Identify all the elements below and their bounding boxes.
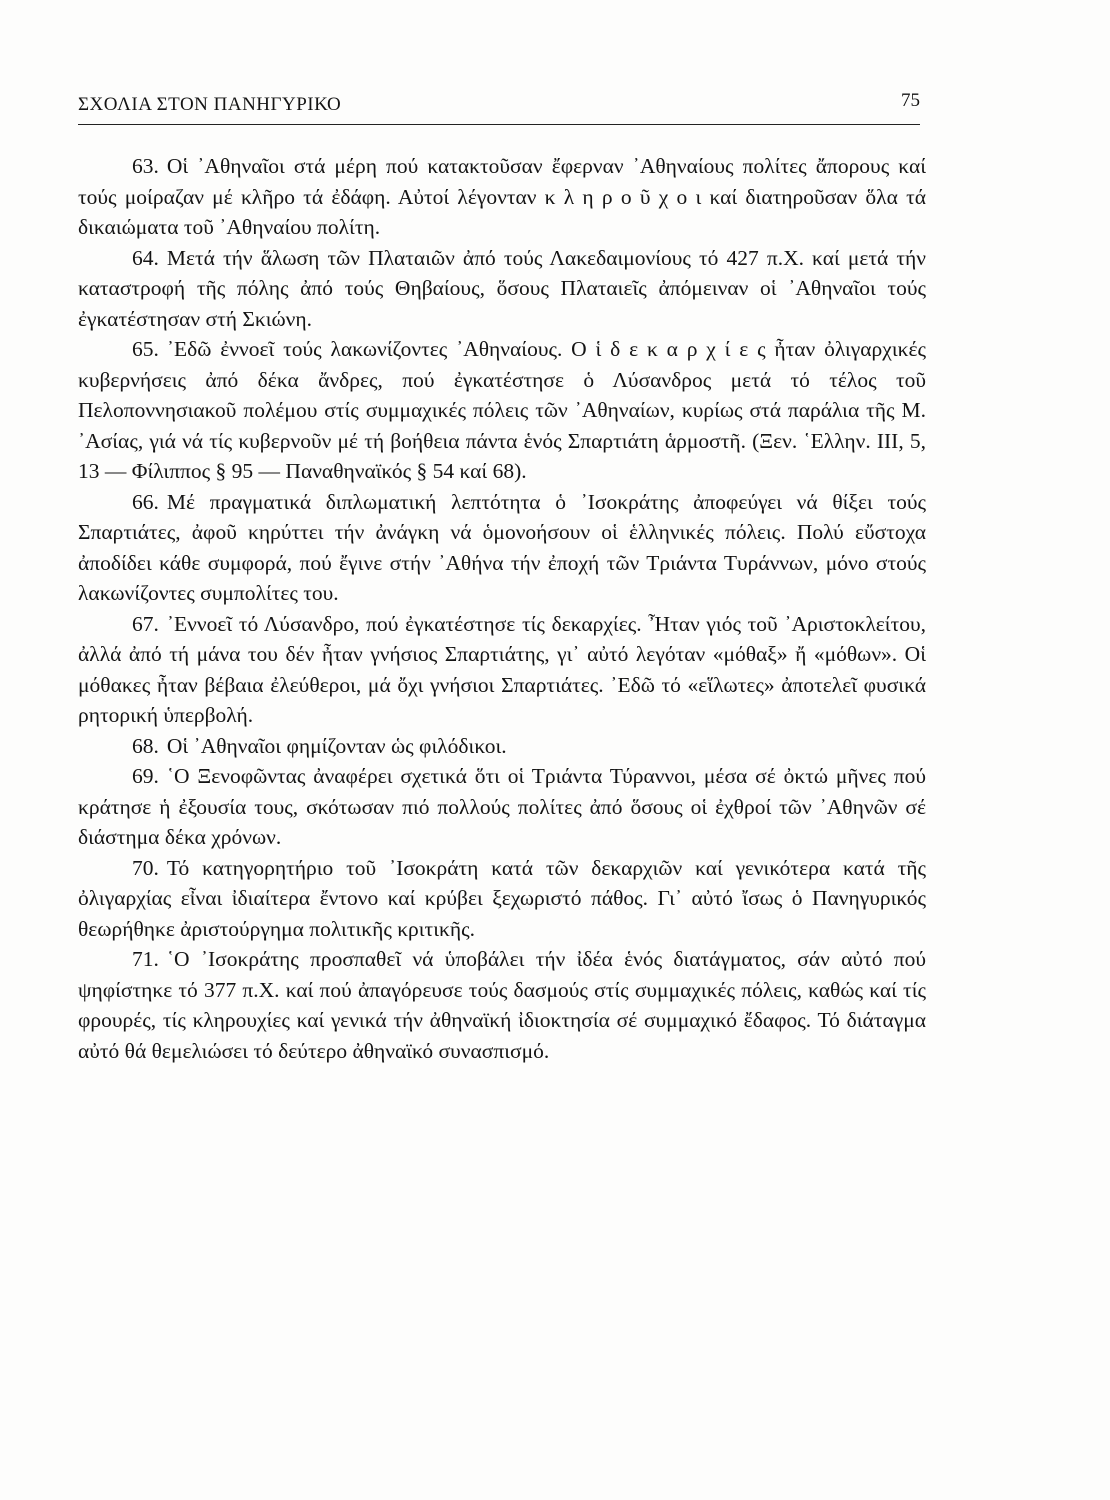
note-63 [78,151,926,243]
note-number: 71. [132,947,159,971]
note-70 [78,853,926,945]
running-header [78,90,920,122]
note-text: Τό κατηγορητήριο τοῦ ᾿Ισοκράτη κατά τῶν δεκαρχιῶν καί γενικότερα κατά τῆς ὀλιγαρχίας εἶναι ἰδιαίτερα ἔντονο καί κρύβει ξεχωριστό πάθος. Γι᾿ αὐτό ἴσως ὁ Πανηγυρικός θεωρήθηκε ἀριστούργημα πολιτικῆς κριτικῆς. [78,855,926,941]
note-text: Μέ πραγματικά διπλωματική λεπτότητα ὁ ᾿Ισοκράτης ἀποφεύγει νά θίξει τούς Σπαρτιάτες, ἀφοῦ κηρύττει τήν ἀνάγκη νά ὁμονοήσουν οἱ ἑλληνικές πόλεις. Πολύ εὔστοχα ἀποδίδει κάθε συμφορά, πού ἔγινε στήν ᾿Αθήνα τήν ἐποχή τῶν Τριάντα Τυράννων, μόνο στούς λακωνίζοντες συμπολίτες του. [78,489,926,605]
note-number: 66. [132,489,159,514]
note-68 [78,731,926,762]
note-65 [78,334,926,487]
note-text: Οἱ ᾿Αθηναῖοι φημίζονταν ὡς φιλόδικοι. [166,733,507,758]
note-number: 69. [132,764,159,788]
notes-body [78,151,926,1066]
note-text: ῾Ο ᾿Ισοκράτης προσπαθεῖ νά ὑποβάλει τήν ἰδέα ἑνός διατάγματος, σάν αὐτό πού ψηφίστηκε τό 377 π.Χ. καί πού ἀπαγόρευσε τούς δασμούς στίς συμμαχικές πόλεις, καθώς καί τίς φρουρές, τίς κληρουχίες καί γενικά τήν ἀθηναϊκή ἰδιοκτησία σέ συμμαχικό ἔδαφος. Τό διάταγμα αὐτό θά θεμελιώσει τό δεύτερο ἀθηναϊκό συνασπισμό. [78,947,926,1063]
note-69 [78,761,926,853]
note-text: ᾿Εδῶ ἐννοεῖ τούς λακωνίζοντες ᾿Αθηναίους. Ο ἱ δ ε κ α ρ χ ί ε ς ἦταν ὀλιγαρχικές κυβερνήσεις ἀπό δέκα ἄνδρες, πού ἐγκατέστησε ὁ Λύσανδρος μετά τό τέλος τοῦ Πελοποννησιακοῦ πολέμου στίς συμμαχικές πόλεις τῶν ᾿Αθηναίων, κυρίως στά παράλια τῆς Μ. ᾿Ασίας, γιά νά τίς κυβερνοῦν μέ τή βοήθεια πάντα ἑνός Σπαρτιάτη ἁρμοστῆ. (Ξεν. ῾Ελλην. ΙΙΙ, 5, 13 — Φίλιππος § 95 — Παναθηναϊκός § 54 καί 68). [78,337,926,483]
note-64 [78,243,926,335]
header-title: ΣΧΟΛΙΑ ΣΤΟΝ ΠΑΝΗΓΥΡΙΚΟ [78,94,342,115]
note-number: 65. [132,337,159,361]
note-number: 70. [132,855,159,880]
note-number: 68. [132,733,159,758]
note-text: ᾿Εννοεῖ τό Λύσανδρο, πού ἐγκατέστησε τίς δεκαρχίες. Ἦταν γιός τοῦ ᾿Αριστοκλείτου, ἀλλά ἀπό τή μάνα του δέν ἦταν γνήσιος Σπαρτιάτης, γι᾿ αὐτό λεγόταν «μόθαξ» ἤ «μόθων». Οἱ μόθακες ἦταν βέβαια ἐλεύθεροι, μά ὄχι γνήσιοι Σπαρτιάτες. ᾿Εδῶ τό «εἵλωτες» ἀποτελεῖ φυσικά ρητορική ὑπερβολή. [78,611,926,727]
note-number: 64. [132,245,159,270]
note-71 [78,944,926,1066]
note-number: 67. [132,611,159,636]
note-67 [78,609,926,731]
note-66 [78,487,926,609]
note-text: ῾Ο Ξενοφῶντας ἀναφέρει σχετικά ὅτι οἱ Τριάντα Τύραννοι, μέσα σέ ὀκτώ μῆνες πού κράτησε ἡ ἐξουσία τους, σκότωσαν πιό πολλούς πολίτες ἀπό ὅσους οἱ ἐχθροί τῶν ᾿Αθηνῶν σέ διάστημα δέκα χρόνων. [78,764,926,849]
note-text: Μετά τήν ἅλωση τῶν Πλαταιῶν ἀπό τούς Λακεδαιμονίους τό 427 π.Χ. καί μετά τήν καταστροφή τῆς πόλης ἀπό τούς Θηβαίους, ὅσους Πλαταιεῖς ἀπόμειναν οἱ ᾿Αθηναῖοι τούς ἐγκατέστησαν στή Σκιώνη. [78,245,926,331]
note-text: Οἱ ᾿Αθηναῖοι στά μέρη πού κατακτοῦσαν ἔφερναν ᾿Αθηναίους πολίτες ἄπορους καί τούς μοίραζαν μέ κλῆρο τά ἐδάφη. Αὐτοί λέγονταν κ λ η ρ ο ῦ χ ο ι καί διατηροῦσαν ὅλα τά δικαιώματα τοῦ ᾿Αθηναίου πολίτη. [78,154,926,239]
page-number: 75 [901,90,920,111]
header-rule [78,124,920,125]
note-number: 63. [132,154,159,178]
